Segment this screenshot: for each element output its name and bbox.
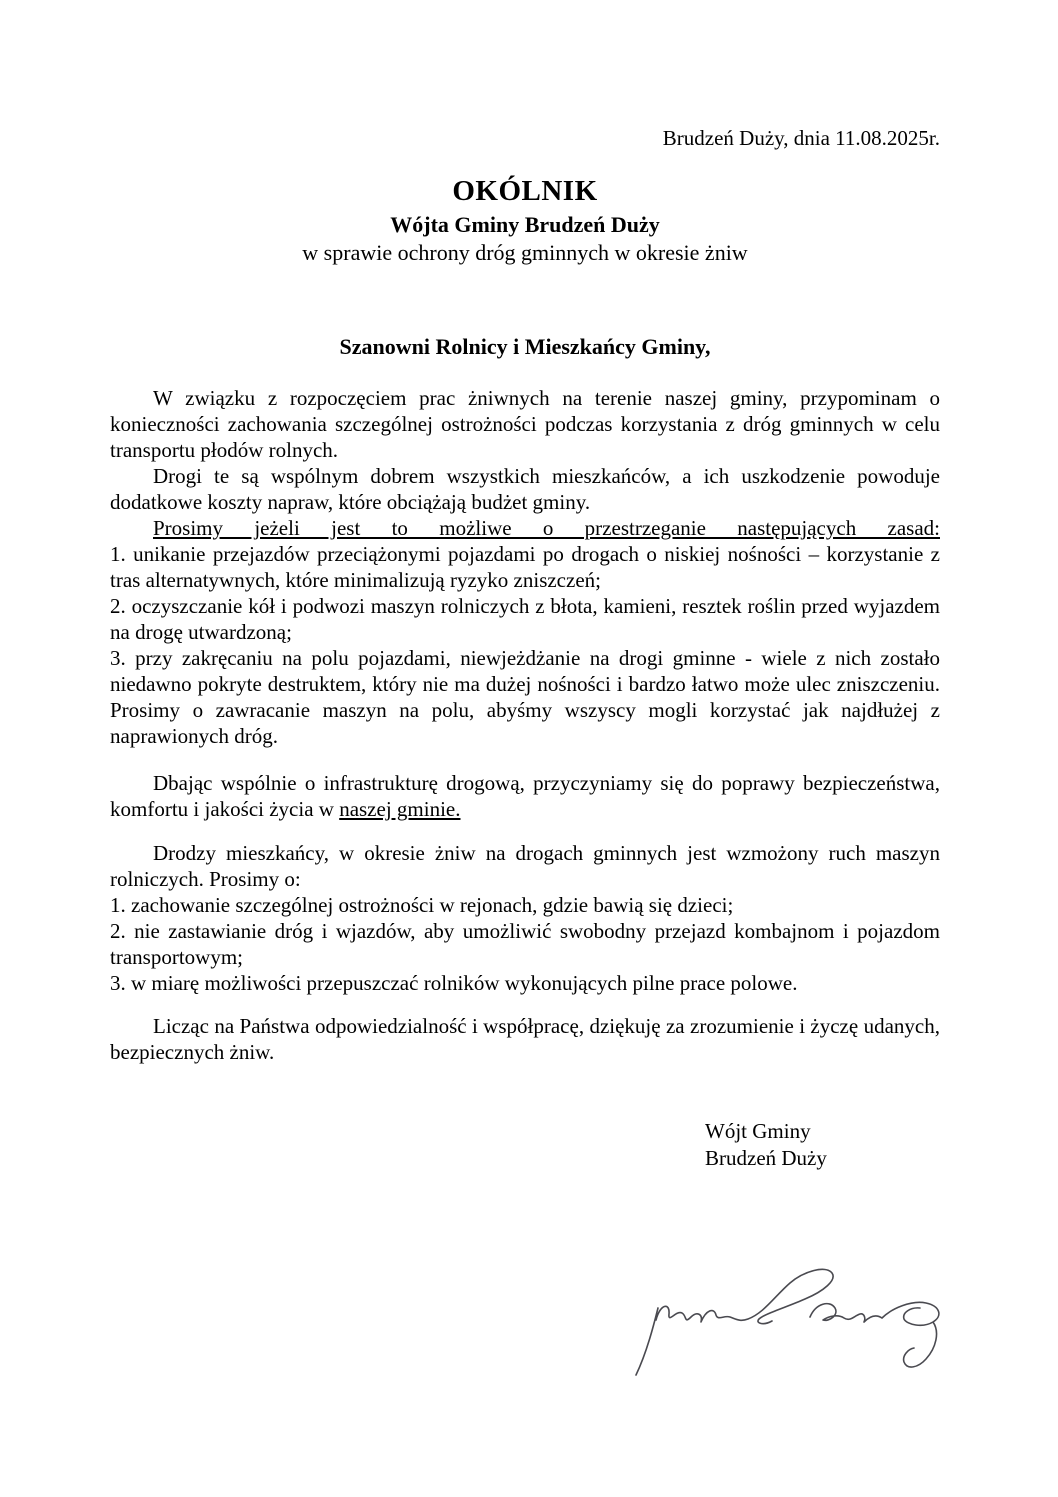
paragraph-residents: Drodzy mieszkańcy, w okresie żniw na drogach gminnych jest wzmożony ruch maszyn rolniczych. Prosimy o: — [110, 841, 940, 891]
document-title: OKÓLNIK — [452, 175, 598, 207]
closing-paragraph: Licząc na Państwa odpowiedzialność i współpracę, dziękuję za zrozumienie i życzę udanych, bezpiecznych żniw. — [110, 1014, 940, 1064]
request-item-1: 1. zachowanie szczególnej ostrożności w rejonach, gdzie bawią się dzieci; — [110, 893, 734, 917]
signature-title: Wójt Gminy — [705, 1119, 811, 1143]
paragraph-harvest-intro: W związku z rozpoczęciem prac żniwnych na terenie naszej gminy, przypominam o konieczności zachowania szczególnej ostrożności podczas korzystania z dróg gminnych w celu transportu płodów rolnych. — [110, 386, 940, 462]
dateline: Brudzeń Duży, dnia 11.08.2025r. — [662, 126, 940, 150]
signature-block — [705, 1118, 940, 1172]
document-issuer: Wójta Gminy Brudzeń Duży — [390, 212, 660, 237]
paragraph-infrastructure-text: Dbając wspólnie o infrastrukturę drogową, przyczyniamy się do poprawy bezpieczeństwa, komfortu i jakości życia w — [110, 771, 940, 821]
salutation: Szanowni Rolnicy i Mieszkańcy Gminy, — [339, 334, 711, 359]
request-item-3: 3. w miarę możliwości przepuszczać rolników wykonujących pilne prace polowe. — [110, 971, 798, 995]
rule-item-1: 1. unikanie przejazdów przeciążonymi pojazdami po drogach o niskiej nośności – korzystanie z tras alternatywnych, które minimalizują ryzyko zniszczeń; — [110, 542, 940, 592]
request-item-2: 2. nie zastawianie dróg i wjazdów, aby umożliwić swobodny przejazd kombajnom i pojazdom transportowym; — [110, 919, 940, 969]
paragraph-infrastructure-underlined: naszej gminie. — [339, 797, 461, 821]
letter-content — [110, 0, 940, 1172]
signature-municipality: Brudzeń Duży — [705, 1146, 827, 1170]
paragraph-infrastructure — [110, 770, 940, 822]
rule-item-3: 3. przy zakręcaniu na polu pojazdami, niewjeżdżanie na drogi gminne - wiele z nich zostało niedawno pokryte destruktem, który nie ma dużej nośności i bardzo łatwo może ulec zniszczeniu. Prosimy o zawracanie maszyn na polu, abyśmy wszyscy mogli korzystać jak najdłużej z naprawionych dróg. — [110, 646, 940, 748]
rule-item-2: 2. oczyszczanie kół i podwozi maszyn rolniczych z błota, kamieni, resztek roślin przed wyjazdem na drogę utwardzoną; — [110, 594, 940, 644]
paragraph-roads-common-good: Drogi te są wspólnym dobrem wszystkich mieszkańców, a ich uszkodzenie powoduje dodatkowe koszty napraw, które obciążają budżet gminy. — [110, 464, 940, 514]
rules-intro: Prosimy jeżeli jest to możliwe o przestrzeganie następujących zasad: — [153, 516, 940, 540]
document-subject: w sprawie ochrony dróg gminnych w okresie żniw — [302, 240, 748, 265]
handwritten-signature — [612, 1258, 952, 1378]
